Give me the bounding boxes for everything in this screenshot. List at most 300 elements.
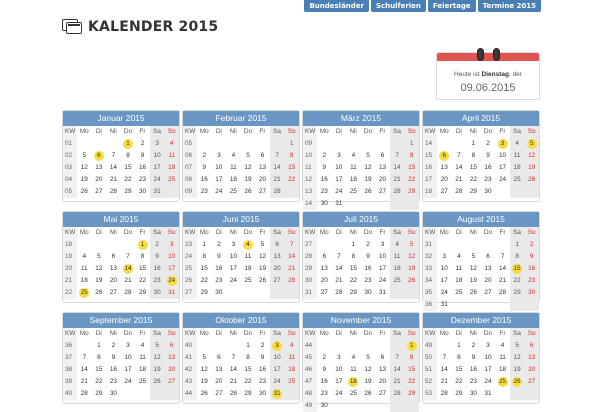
- day-cell[interactable]: [241, 239, 256, 251]
- day-cell[interactable]: 16: [215, 265, 223, 272]
- day-cell[interactable]: 12: [95, 265, 103, 272]
- day-cell[interactable]: 22: [510, 275, 525, 287]
- month-title[interactable]: Dezember 2015: [423, 313, 539, 328]
- day-cell[interactable]: 16: [484, 164, 492, 171]
- day-cell[interactable]: 13: [378, 164, 387, 171]
- day-cell[interactable]: 14: [390, 364, 405, 376]
- day-cell[interactable]: 30: [109, 390, 117, 397]
- day-cell[interactable]: 1: [97, 342, 101, 349]
- day-cell[interactable]: 28: [109, 188, 117, 195]
- day-cell[interactable]: 26: [200, 390, 208, 397]
- day-cell[interactable]: 5: [260, 241, 265, 248]
- day-cell[interactable]: 29: [404, 388, 419, 400]
- day-cell[interactable]: 23: [469, 378, 477, 385]
- day-cell[interactable]: 7: [231, 354, 236, 361]
- day-cell[interactable]: [524, 138, 539, 150]
- day-cell[interactable]: 4: [82, 253, 87, 260]
- day-cell[interactable]: 4: [164, 138, 179, 150]
- month-title[interactable]: Mai 2015: [63, 212, 179, 227]
- day-cell[interactable]: 24: [440, 289, 448, 296]
- day-cell[interactable]: 24: [498, 176, 507, 183]
- day-cell[interactable]: 2: [322, 354, 327, 361]
- day-cell[interactable]: 3: [150, 138, 165, 150]
- day-cell[interactable]: 20: [164, 364, 179, 376]
- day-cell[interactable]: 5: [366, 354, 370, 361]
- day-cell[interactable]: 3: [126, 342, 130, 349]
- day-cell[interactable]: 23: [215, 277, 223, 284]
- day-cell[interactable]: 3: [164, 239, 179, 251]
- day-cell[interactable]: 19: [258, 265, 267, 272]
- day-cell[interactable]: 6: [524, 340, 539, 352]
- holiday-marker[interactable]: 1: [123, 139, 133, 149]
- day-cell[interactable]: 8: [404, 150, 419, 162]
- day-cell[interactable]: 13: [215, 366, 223, 373]
- day-cell[interactable]: 25: [510, 174, 525, 186]
- day-cell[interactable]: 1: [404, 138, 419, 150]
- day-cell[interactable]: 23: [138, 176, 147, 183]
- day-cell[interactable]: 8: [246, 354, 250, 361]
- day-cell[interactable]: 14: [80, 366, 88, 373]
- day-cell[interactable]: 28: [498, 289, 507, 296]
- day-cell[interactable]: 23: [258, 378, 267, 385]
- site-logo[interactable]: [62, 19, 218, 35]
- day-cell[interactable]: 10: [229, 253, 237, 260]
- day-cell[interactable]: 26: [244, 188, 252, 195]
- day-cell[interactable]: 17: [484, 366, 492, 373]
- day-cell[interactable]: 30: [320, 200, 328, 207]
- month-title[interactable]: März 2015: [303, 111, 419, 126]
- day-cell[interactable]: 2: [322, 152, 327, 159]
- day-cell[interactable]: 7: [390, 352, 405, 364]
- day-cell[interactable]: 27: [378, 188, 387, 195]
- day-cell[interactable]: 10: [270, 352, 285, 364]
- day-cell[interactable]: 25: [455, 289, 463, 296]
- day-cell[interactable]: 12: [510, 352, 525, 364]
- day-cell[interactable]: 11: [164, 150, 179, 162]
- day-cell[interactable]: 14: [455, 164, 463, 171]
- day-cell[interactable]: 11: [284, 352, 299, 364]
- day-cell[interactable]: 17: [229, 265, 237, 272]
- day-cell[interactable]: 20: [378, 176, 387, 183]
- day-cell[interactable]: 30: [524, 287, 539, 299]
- day-cell[interactable]: 12: [524, 150, 539, 162]
- nav-schulferien[interactable]: Schulferien: [371, 0, 426, 12]
- day-cell[interactable]: 15: [404, 364, 419, 376]
- day-cell[interactable]: 9: [366, 253, 370, 260]
- day-cell[interactable]: 20: [320, 277, 328, 284]
- day-cell[interactable]: 25: [284, 376, 299, 388]
- day-cell[interactable]: 13: [270, 251, 285, 263]
- day-cell[interactable]: 30: [469, 390, 477, 397]
- holiday-marker[interactable]: 31: [273, 390, 281, 397]
- day-cell[interactable]: 28: [80, 390, 88, 397]
- day-cell[interactable]: 20: [484, 277, 492, 284]
- day-cell[interactable]: 1: [457, 342, 461, 349]
- day-cell[interactable]: 12: [364, 366, 372, 373]
- day-cell[interactable]: 5: [97, 253, 101, 260]
- day-cell[interactable]: 1: [351, 241, 356, 248]
- day-cell[interactable]: 22: [349, 277, 357, 284]
- day-cell[interactable]: 20: [440, 176, 448, 183]
- day-cell[interactable]: 24: [335, 188, 343, 195]
- day-cell[interactable]: 19: [364, 176, 372, 183]
- day-cell[interactable]: 4: [231, 152, 236, 159]
- day-cell[interactable]: 12: [364, 164, 372, 171]
- day-cell[interactable]: 11: [390, 251, 405, 263]
- day-cell[interactable]: 23: [484, 176, 492, 183]
- day-cell[interactable]: 13: [164, 352, 179, 364]
- day-cell[interactable]: 7: [457, 152, 461, 159]
- day-cell[interactable]: 15: [138, 265, 147, 272]
- month-title[interactable]: August 2015: [423, 212, 539, 227]
- day-cell[interactable]: 23: [150, 275, 165, 287]
- day-cell[interactable]: 17: [124, 366, 132, 373]
- holiday-marker[interactable]: 18: [349, 378, 357, 385]
- day-cell[interactable]: 2: [140, 140, 145, 147]
- day-cell[interactable]: 31: [378, 289, 387, 296]
- day-cell[interactable]: 19: [364, 378, 372, 385]
- day-cell[interactable]: 14: [498, 265, 507, 272]
- day-cell[interactable]: 19: [80, 176, 88, 183]
- day-cell[interactable]: 14: [335, 265, 343, 272]
- holiday-marker[interactable]: 5: [527, 139, 537, 149]
- day-cell[interactable]: 4: [510, 138, 525, 150]
- day-cell[interactable]: 10: [378, 253, 387, 260]
- day-cell[interactable]: 29: [469, 188, 477, 195]
- day-cell[interactable]: 21: [109, 176, 117, 183]
- day-cell[interactable]: 26: [95, 289, 103, 296]
- day-cell[interactable]: 12: [404, 251, 419, 263]
- nav-bundeslaender[interactable]: Bundesländer: [304, 0, 369, 12]
- day-cell[interactable]: 7: [126, 253, 130, 260]
- day-cell[interactable]: 24: [335, 390, 343, 397]
- day-cell[interactable]: 2: [471, 342, 476, 349]
- day-cell[interactable]: 22: [200, 277, 208, 284]
- day-cell[interactable]: 28: [440, 390, 448, 397]
- day-cell[interactable]: 30: [320, 402, 328, 409]
- day-cell[interactable]: 24: [124, 378, 132, 385]
- day-cell[interactable]: 17: [378, 265, 387, 272]
- day-cell[interactable]: 7: [82, 354, 87, 361]
- day-cell[interactable]: 5: [150, 340, 165, 352]
- day-cell[interactable]: 27: [524, 376, 539, 388]
- day-cell[interactable]: 28: [270, 186, 285, 198]
- day-cell[interactable]: 12: [258, 253, 267, 260]
- day-cell[interactable]: 10: [215, 164, 223, 171]
- day-cell[interactable]: 6: [217, 354, 221, 361]
- day-cell[interactable]: 24: [270, 376, 285, 388]
- day-cell[interactable]: 27: [215, 390, 223, 397]
- day-cell[interactable]: 3: [486, 342, 490, 349]
- day-cell[interactable]: 7: [270, 150, 285, 162]
- day-cell[interactable]: 9: [322, 164, 327, 171]
- day-cell[interactable]: 28: [124, 289, 132, 296]
- day-cell[interactable]: 13: [258, 164, 267, 171]
- day-cell[interactable]: 21: [440, 378, 448, 385]
- day-cell[interactable]: 20: [378, 378, 387, 385]
- day-cell[interactable]: 4: [457, 253, 461, 260]
- day-cell[interactable]: 9: [140, 152, 145, 159]
- day-cell[interactable]: 17: [215, 176, 223, 183]
- day-cell[interactable]: 4: [140, 342, 145, 349]
- holiday-marker[interactable]: 1: [138, 240, 148, 250]
- day-cell[interactable]: 11: [230, 164, 237, 171]
- day-cell[interactable]: 3: [380, 241, 385, 248]
- day-cell[interactable]: 30: [258, 390, 267, 397]
- day-cell[interactable]: 15: [284, 162, 299, 174]
- day-cell[interactable]: 18: [349, 176, 357, 183]
- day-cell[interactable]: 18: [138, 366, 147, 373]
- day-cell[interactable]: 17: [498, 164, 507, 171]
- day-cell[interactable]: 19: [404, 263, 419, 275]
- holiday-marker[interactable]: 3: [498, 139, 508, 149]
- day-cell[interactable]: 20: [109, 277, 117, 284]
- day-cell[interactable]: 31: [440, 301, 448, 308]
- day-cell[interactable]: 26: [469, 289, 477, 296]
- day-cell[interactable]: 8: [140, 253, 145, 260]
- day-cell[interactable]: 2: [111, 342, 116, 349]
- day-cell[interactable]: 30: [484, 188, 492, 195]
- day-cell[interactable]: 14: [229, 366, 237, 373]
- day-cell[interactable]: 10: [150, 150, 165, 162]
- day-cell[interactable]: 9: [524, 251, 539, 263]
- day-cell[interactable]: 3: [217, 152, 221, 159]
- day-cell[interactable]: 26: [364, 188, 372, 195]
- day-cell[interactable]: 18: [80, 277, 88, 284]
- day-cell[interactable]: 10: [335, 366, 343, 373]
- day-cell[interactable]: 20: [215, 378, 223, 385]
- day-cell[interactable]: [346, 376, 361, 388]
- day-cell[interactable]: 21: [498, 277, 507, 284]
- day-cell[interactable]: 6: [486, 253, 490, 260]
- holiday-marker[interactable]: 15: [513, 265, 521, 272]
- day-cell[interactable]: 5: [246, 152, 250, 159]
- day-cell[interactable]: 26: [404, 275, 419, 287]
- day-cell[interactable]: 18: [510, 162, 525, 174]
- day-cell[interactable]: 3: [442, 253, 447, 260]
- day-cell[interactable]: 16: [320, 378, 328, 385]
- day-cell[interactable]: 11: [139, 354, 146, 361]
- day-cell[interactable]: 28: [335, 289, 343, 296]
- day-cell[interactable]: 10: [484, 354, 492, 361]
- day-cell[interactable]: 30: [138, 188, 147, 195]
- holiday-marker[interactable]: 26: [513, 378, 521, 385]
- day-cell[interactable]: 20: [270, 263, 285, 275]
- month-title[interactable]: Januar 2015: [63, 111, 179, 126]
- day-cell[interactable]: 2: [366, 241, 370, 248]
- day-cell[interactable]: 22: [124, 176, 132, 183]
- day-cell[interactable]: 5: [510, 340, 525, 352]
- day-cell[interactable]: [77, 287, 92, 299]
- holiday-marker[interactable]: 1: [407, 341, 417, 351]
- day-cell[interactable]: 19: [95, 277, 103, 284]
- day-cell[interactable]: 29: [244, 390, 252, 397]
- day-cell[interactable]: 14: [440, 366, 448, 373]
- day-cell[interactable]: 13: [484, 265, 492, 272]
- day-cell[interactable]: [92, 150, 107, 162]
- day-cell[interactable]: 17: [335, 176, 343, 183]
- day-cell[interactable]: 18: [164, 162, 179, 174]
- day-cell[interactable]: 21: [390, 376, 405, 388]
- day-cell[interactable]: 19: [150, 364, 165, 376]
- day-cell[interactable]: 23: [200, 188, 208, 195]
- day-cell[interactable]: 24: [229, 277, 237, 284]
- day-cell[interactable]: 8: [404, 352, 419, 364]
- day-cell[interactable]: 25: [390, 275, 405, 287]
- day-cell[interactable]: 28: [284, 275, 299, 287]
- day-cell[interactable]: 6: [270, 239, 285, 251]
- day-cell[interactable]: 14: [390, 162, 405, 174]
- day-cell[interactable]: 7: [442, 354, 447, 361]
- day-cell[interactable]: 2: [217, 241, 221, 248]
- day-cell[interactable]: 7: [111, 152, 116, 159]
- day-cell[interactable]: 22: [95, 378, 103, 385]
- day-cell[interactable]: 16: [109, 366, 117, 373]
- day-cell[interactable]: 13: [524, 352, 539, 364]
- day-cell[interactable]: 21: [229, 378, 237, 385]
- day-cell[interactable]: 22: [469, 176, 477, 183]
- day-cell[interactable]: 9: [260, 354, 265, 361]
- day-cell[interactable]: 16: [524, 263, 539, 275]
- day-cell[interactable]: 27: [258, 188, 267, 195]
- month-title[interactable]: Juli 2015: [303, 212, 419, 227]
- day-cell[interactable]: 18: [455, 277, 463, 284]
- day-cell[interactable]: 2: [202, 152, 207, 159]
- day-cell[interactable]: 15: [349, 265, 357, 272]
- day-cell[interactable]: 15: [469, 164, 477, 171]
- day-cell[interactable]: 11: [350, 164, 357, 171]
- day-cell[interactable]: 9: [486, 152, 490, 159]
- day-cell[interactable]: 12: [80, 164, 88, 171]
- day-cell[interactable]: 4: [351, 152, 356, 159]
- day-cell[interactable]: 16: [258, 366, 267, 373]
- day-cell[interactable]: 1: [202, 241, 207, 248]
- month-title[interactable]: September 2015: [63, 313, 179, 328]
- day-cell[interactable]: 20: [258, 176, 267, 183]
- day-cell[interactable]: 29: [200, 289, 208, 296]
- day-cell[interactable]: 9: [111, 354, 116, 361]
- day-cell[interactable]: 17: [270, 364, 285, 376]
- day-cell[interactable]: 21: [124, 277, 132, 284]
- day-cell[interactable]: 28: [390, 186, 405, 198]
- day-cell[interactable]: 21: [80, 378, 88, 385]
- day-cell[interactable]: 27: [95, 188, 103, 195]
- day-cell[interactable]: 11: [350, 366, 357, 373]
- day-cell[interactable]: 8: [202, 253, 207, 260]
- day-cell[interactable]: [135, 239, 150, 251]
- day-cell[interactable]: 2: [524, 239, 539, 251]
- day-cell[interactable]: 4: [500, 342, 505, 349]
- day-cell[interactable]: 23: [320, 188, 328, 195]
- holiday-marker[interactable]: 25: [80, 289, 88, 296]
- day-cell[interactable]: [164, 275, 179, 287]
- day-cell[interactable]: 28: [229, 390, 237, 397]
- day-cell[interactable]: 21: [284, 263, 299, 275]
- day-cell[interactable]: 25: [229, 188, 237, 195]
- day-cell[interactable]: 4: [284, 340, 299, 352]
- day-cell[interactable]: 25: [244, 277, 252, 284]
- day-cell[interactable]: 25: [138, 378, 147, 385]
- day-cell[interactable]: 18: [229, 176, 237, 183]
- day-cell[interactable]: 3: [337, 354, 341, 361]
- day-cell[interactable]: [510, 263, 525, 275]
- holiday-marker[interactable]: 24: [168, 277, 176, 284]
- day-cell[interactable]: 11: [244, 253, 252, 260]
- day-cell[interactable]: 24: [484, 378, 492, 385]
- day-cell[interactable]: 25: [164, 174, 179, 186]
- day-cell[interactable]: 11: [455, 265, 463, 272]
- day-cell[interactable]: 23: [109, 378, 117, 385]
- day-cell[interactable]: 27: [440, 188, 448, 195]
- day-cell[interactable]: 1: [510, 239, 525, 251]
- day-cell[interactable]: 15: [124, 164, 132, 171]
- day-cell[interactable]: 7: [337, 253, 341, 260]
- day-cell[interactable]: 19: [510, 364, 525, 376]
- day-cell[interactable]: 14: [109, 164, 117, 171]
- day-cell[interactable]: 27: [320, 289, 328, 296]
- day-cell[interactable]: 24: [378, 277, 387, 284]
- day-cell[interactable]: 9: [150, 251, 165, 263]
- day-cell[interactable]: 6: [260, 152, 265, 159]
- day-cell[interactable]: 26: [524, 174, 539, 186]
- day-cell[interactable]: 6: [111, 253, 116, 260]
- day-cell[interactable]: 20: [95, 176, 103, 183]
- month-title[interactable]: Juni 2015: [183, 212, 299, 227]
- day-cell[interactable]: 11: [510, 150, 525, 162]
- holiday-marker[interactable]: 6: [94, 151, 104, 161]
- day-cell[interactable]: 15: [455, 366, 463, 373]
- day-cell[interactable]: 13: [440, 164, 448, 171]
- day-cell[interactable]: 29: [138, 289, 147, 296]
- day-cell[interactable]: 9: [202, 164, 207, 171]
- day-cell[interactable]: 22: [455, 378, 463, 385]
- day-cell[interactable]: 9: [322, 366, 327, 373]
- day-cell[interactable]: 6: [380, 354, 385, 361]
- day-cell[interactable]: 11: [80, 265, 88, 272]
- day-cell[interactable]: 23: [320, 390, 328, 397]
- day-cell[interactable]: 6: [322, 253, 327, 260]
- day-cell[interactable]: [510, 376, 525, 388]
- day-cell[interactable]: 16: [469, 366, 477, 373]
- day-cell[interactable]: 18: [498, 366, 507, 373]
- day-cell[interactable]: 22: [404, 174, 419, 186]
- holiday-marker[interactable]: 6: [439, 151, 449, 161]
- day-cell[interactable]: 12: [244, 164, 252, 171]
- day-cell[interactable]: 9: [471, 354, 476, 361]
- month-title[interactable]: April 2015: [423, 111, 539, 126]
- day-cell[interactable]: 2: [150, 239, 165, 251]
- day-cell[interactable]: 20: [524, 364, 539, 376]
- day-cell[interactable]: 25: [349, 390, 357, 397]
- day-cell[interactable]: 29: [349, 289, 357, 296]
- day-cell[interactable]: 28: [390, 388, 405, 400]
- day-cell[interactable]: 15: [404, 162, 419, 174]
- day-cell[interactable]: 21: [270, 174, 285, 186]
- day-cell[interactable]: 22: [404, 376, 419, 388]
- day-cell[interactable]: 16: [138, 164, 147, 171]
- day-cell[interactable]: 1: [284, 138, 299, 150]
- day-cell[interactable]: 17: [335, 378, 343, 385]
- day-cell[interactable]: 16: [200, 176, 208, 183]
- day-cell[interactable]: 15: [200, 265, 208, 272]
- day-cell[interactable]: 15: [244, 366, 252, 373]
- day-cell[interactable]: 27: [378, 390, 387, 397]
- day-cell[interactable]: 5: [366, 152, 370, 159]
- day-cell[interactable]: [121, 138, 136, 150]
- day-cell[interactable]: 14: [284, 251, 299, 263]
- day-cell[interactable]: 12: [150, 352, 165, 364]
- holiday-marker[interactable]: 3: [272, 341, 282, 351]
